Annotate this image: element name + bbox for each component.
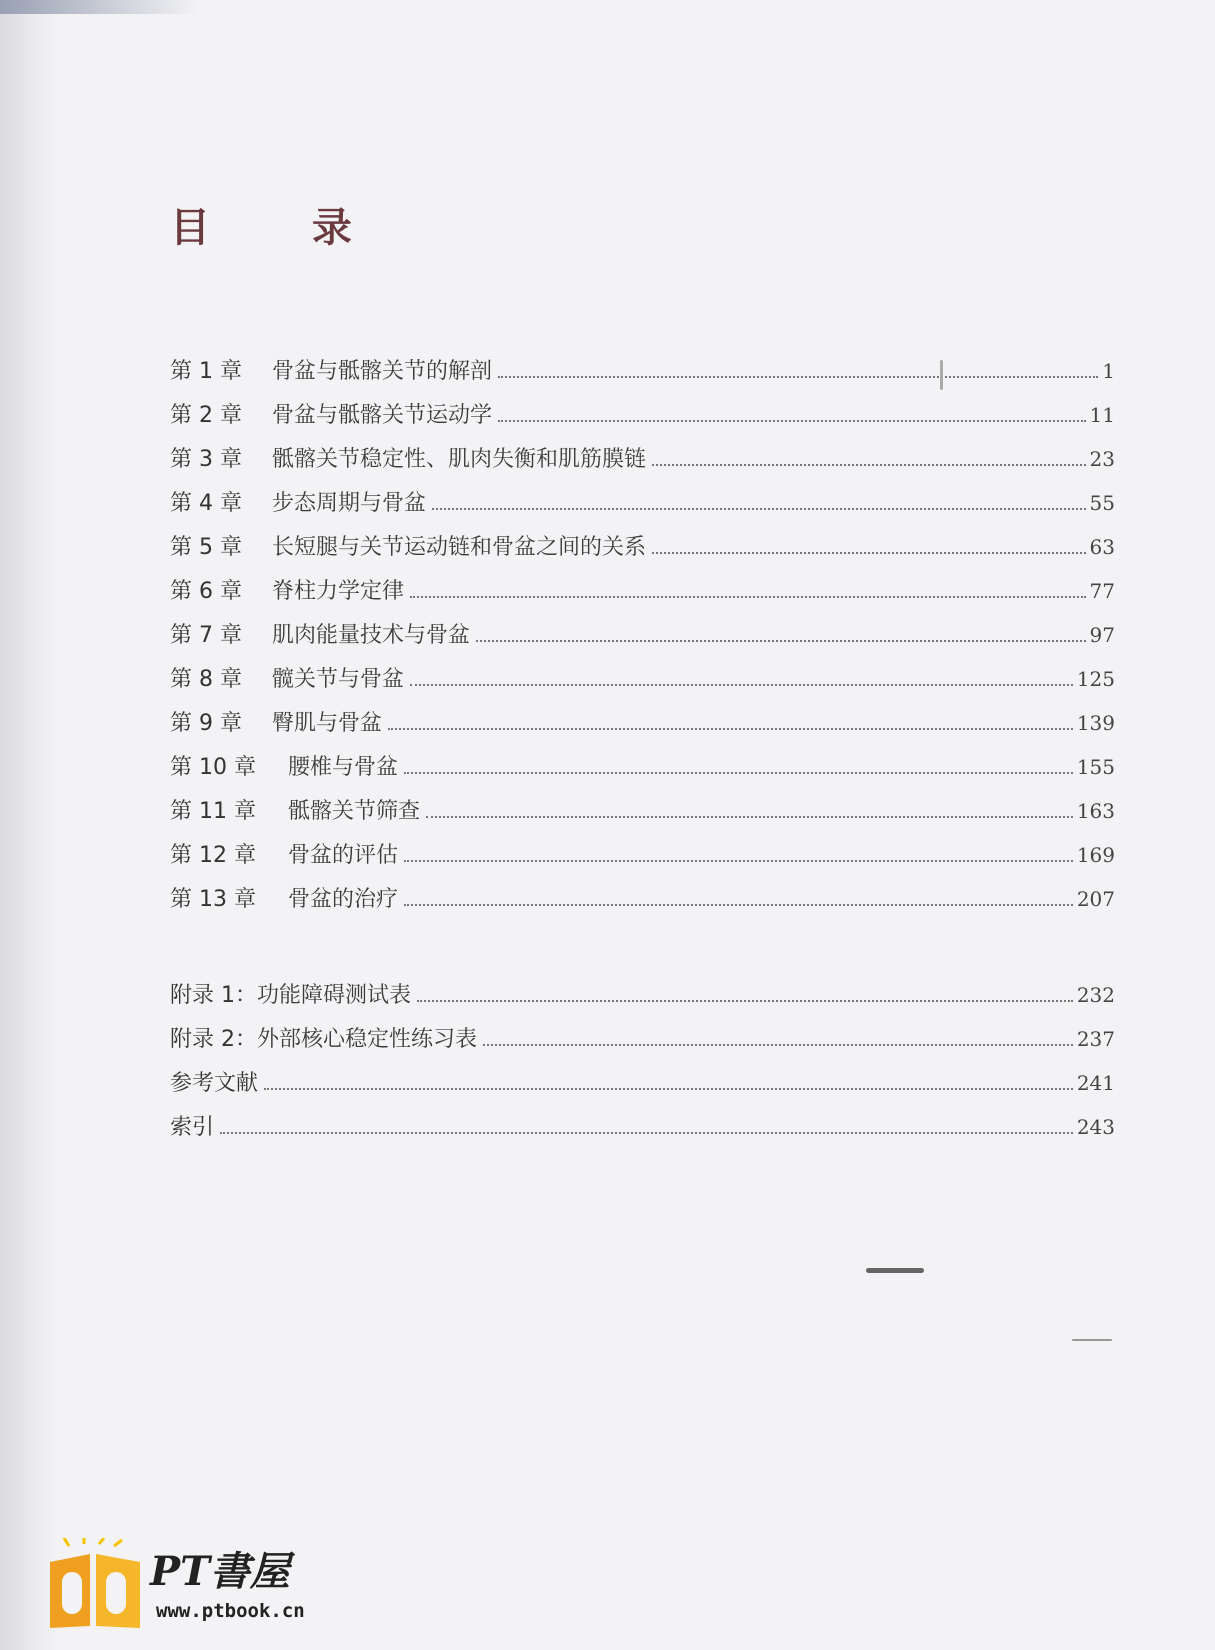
chapter-title: 步态周期与骨盆 (272, 491, 427, 516)
appendix-entry (170, 1066, 1115, 1110)
chapter-number: 第 12 章 (170, 843, 256, 868)
toc-entry (170, 838, 1115, 882)
toc-entry (170, 794, 1115, 838)
chapter-title: 骶髂关节筛查 (288, 799, 421, 824)
scan-edge (0, 0, 200, 14)
chapter-number: 第 8 章 (170, 667, 242, 692)
leader-dots (476, 639, 1086, 642)
page-number: 11 (1089, 403, 1115, 427)
chapter-title: 骨盆与骶髂关节运动学 (272, 403, 493, 428)
toc-entry (170, 442, 1115, 486)
chapter-title: 腰椎与骨盆 (288, 755, 399, 780)
toc-entry (170, 618, 1115, 662)
leader-dots (426, 815, 1073, 818)
appendix-entry (170, 978, 1115, 1022)
chapter-number: 第 7 章 (170, 623, 242, 648)
page-number: 169 (1076, 843, 1115, 867)
chapter-list (170, 354, 1115, 926)
leader-dots (652, 551, 1086, 554)
chapter-title: 骨盆与骶髂关节的解剖 (272, 359, 493, 384)
toc-entry (170, 706, 1115, 750)
leader-dots (388, 727, 1073, 730)
leader-dots (404, 859, 1073, 862)
chapter-number: 第 1 章 (170, 359, 242, 384)
chapter-title: 臀肌与骨盆 (272, 711, 383, 736)
leader-dots (498, 419, 1086, 422)
appendix-entry (170, 1110, 1115, 1154)
appendix-label: 附录 2： (170, 1027, 257, 1052)
brand-name: PT書屋 (150, 1548, 290, 1595)
leader-dots (404, 903, 1073, 906)
chapter-title: 骨盆的评估 (288, 843, 399, 868)
page-number: 163 (1076, 799, 1115, 823)
page-number: 207 (1076, 887, 1115, 911)
chapter-number: 第 4 章 (170, 491, 242, 516)
leader-dots (220, 1131, 1073, 1134)
page-number: 1 (1102, 359, 1115, 383)
leader-dots (410, 595, 1086, 598)
chapter-number: 第 10 章 (170, 755, 256, 780)
page-number: 23 (1089, 447, 1115, 471)
chapter-title: 肌肉能量技术与骨盆 (272, 623, 471, 648)
page-number: 97 (1089, 623, 1115, 647)
chapter-number: 第 3 章 (170, 447, 242, 472)
chapter-title: 髋关节与骨盆 (272, 667, 405, 692)
page-number: 232 (1076, 983, 1115, 1007)
toc-entry (170, 486, 1115, 530)
page-number: 243 (1076, 1115, 1115, 1139)
page-number: 237 (1076, 1027, 1115, 1051)
appendix-title: 功能障碍测试表 (257, 983, 412, 1008)
appendix-label: 参考文献 (170, 1071, 259, 1096)
leader-dots (417, 999, 1073, 1002)
toc-entry (170, 662, 1115, 706)
toc-entry (170, 750, 1115, 794)
toc-entry (170, 354, 1115, 398)
chapter-title: 长短腿与关节运动链和骨盆之间的关系 (272, 535, 647, 560)
page-number: 55 (1089, 491, 1115, 515)
leader-dots (483, 1043, 1073, 1046)
page-number: 241 (1076, 1071, 1115, 1095)
page-number: 63 (1089, 535, 1115, 559)
leader-dots (498, 375, 1098, 378)
appendix-list (170, 978, 1115, 1154)
chapter-number: 第 13 章 (170, 887, 256, 912)
page-number: 139 (1076, 711, 1115, 735)
leader-dots (432, 507, 1086, 510)
chapter-number: 第 6 章 (170, 579, 242, 604)
page-number: 125 (1076, 667, 1115, 691)
chapter-number: 第 5 章 (170, 535, 242, 560)
ink-smudge (866, 1268, 924, 1273)
toc-entry (170, 530, 1115, 574)
appendix-entry (170, 1022, 1115, 1066)
leader-dots (410, 683, 1073, 686)
page-title: 目 录 (170, 205, 396, 251)
ink-mark (940, 360, 943, 390)
chapter-number: 第 2 章 (170, 403, 242, 428)
page-number: 77 (1089, 579, 1115, 603)
toc-entry (170, 398, 1115, 442)
leader-dots (264, 1087, 1073, 1090)
ink-smudge (1072, 1339, 1112, 1341)
chapter-title: 脊柱力学定律 (272, 579, 405, 604)
toc-entry (170, 882, 1115, 926)
chapter-number: 第 9 章 (170, 711, 242, 736)
page-number: 155 (1076, 755, 1115, 779)
page-gutter-shade (0, 0, 60, 1650)
toc-entry (170, 574, 1115, 618)
appendix-title: 外部核心稳定性练习表 (257, 1027, 478, 1052)
leader-dots (652, 463, 1086, 466)
appendix-label: 索引 (170, 1115, 215, 1140)
chapter-title: 骨盆的治疗 (288, 887, 399, 912)
appendix-label: 附录 1： (170, 983, 257, 1008)
chapter-title: 骶髂关节稳定性、肌肉失衡和肌筋膜链 (272, 447, 647, 472)
chapter-number: 第 11 章 (170, 799, 256, 824)
leader-dots (404, 771, 1073, 774)
brand-url: www.ptbook.cn (156, 1600, 305, 1622)
